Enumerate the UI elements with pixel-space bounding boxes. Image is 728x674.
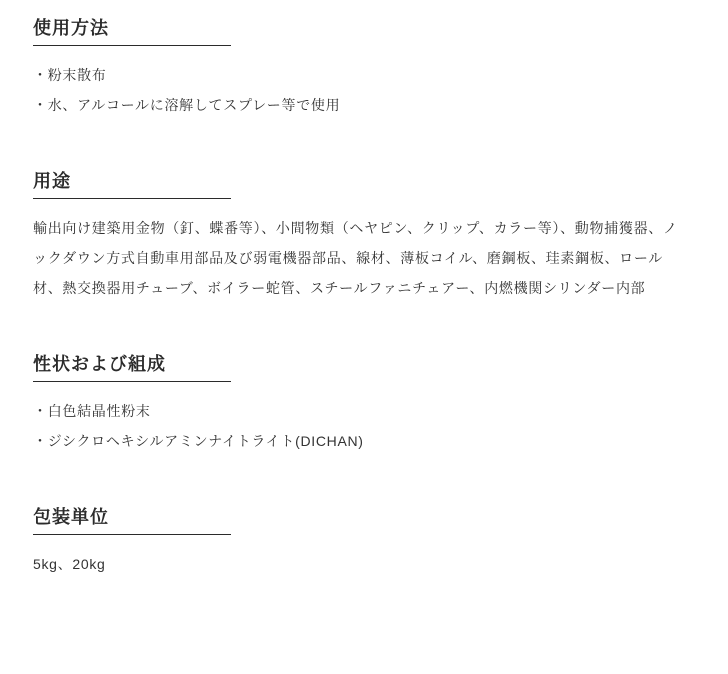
properties-composition-heading: 性状および組成 xyxy=(33,355,231,382)
section-packaging-unit xyxy=(33,508,685,579)
applications-paragraph: 輸出向け建築用金物（釘、蝶番等）、小間物類（ヘヤピン、クリップ、カラー等）、動物捕獲器、ノックダウン方式自動車用部品及び弱電機器部品、線材、薄板コイル、磨鋼板、珪素鋼板、ロール材、熱交換器用チューブ、ボイラー蛇管、スチールファニチェアー、内燃機関シリンダー内部 xyxy=(33,220,678,296)
usage-list xyxy=(33,60,685,120)
list-item: ・白色結晶性粉末 xyxy=(33,403,151,419)
section-properties-composition xyxy=(33,355,685,456)
list-item: ・水、アルコールに溶解してスプレー等で使用 xyxy=(33,97,341,113)
section-applications xyxy=(33,172,685,303)
packaging-unit-heading: 包装単位 xyxy=(33,508,231,535)
section-usage xyxy=(33,19,685,120)
packaging-unit-value: 5kg、20kg xyxy=(33,556,106,572)
applications-heading: 用途 xyxy=(33,172,231,199)
usage-heading: 使用方法 xyxy=(33,19,231,46)
list-item: ・ジシクロヘキシルアミンナイトライト(DICHAN) xyxy=(33,433,364,449)
properties-composition-list xyxy=(33,396,685,456)
list-item: ・粉末散布 xyxy=(33,67,107,83)
